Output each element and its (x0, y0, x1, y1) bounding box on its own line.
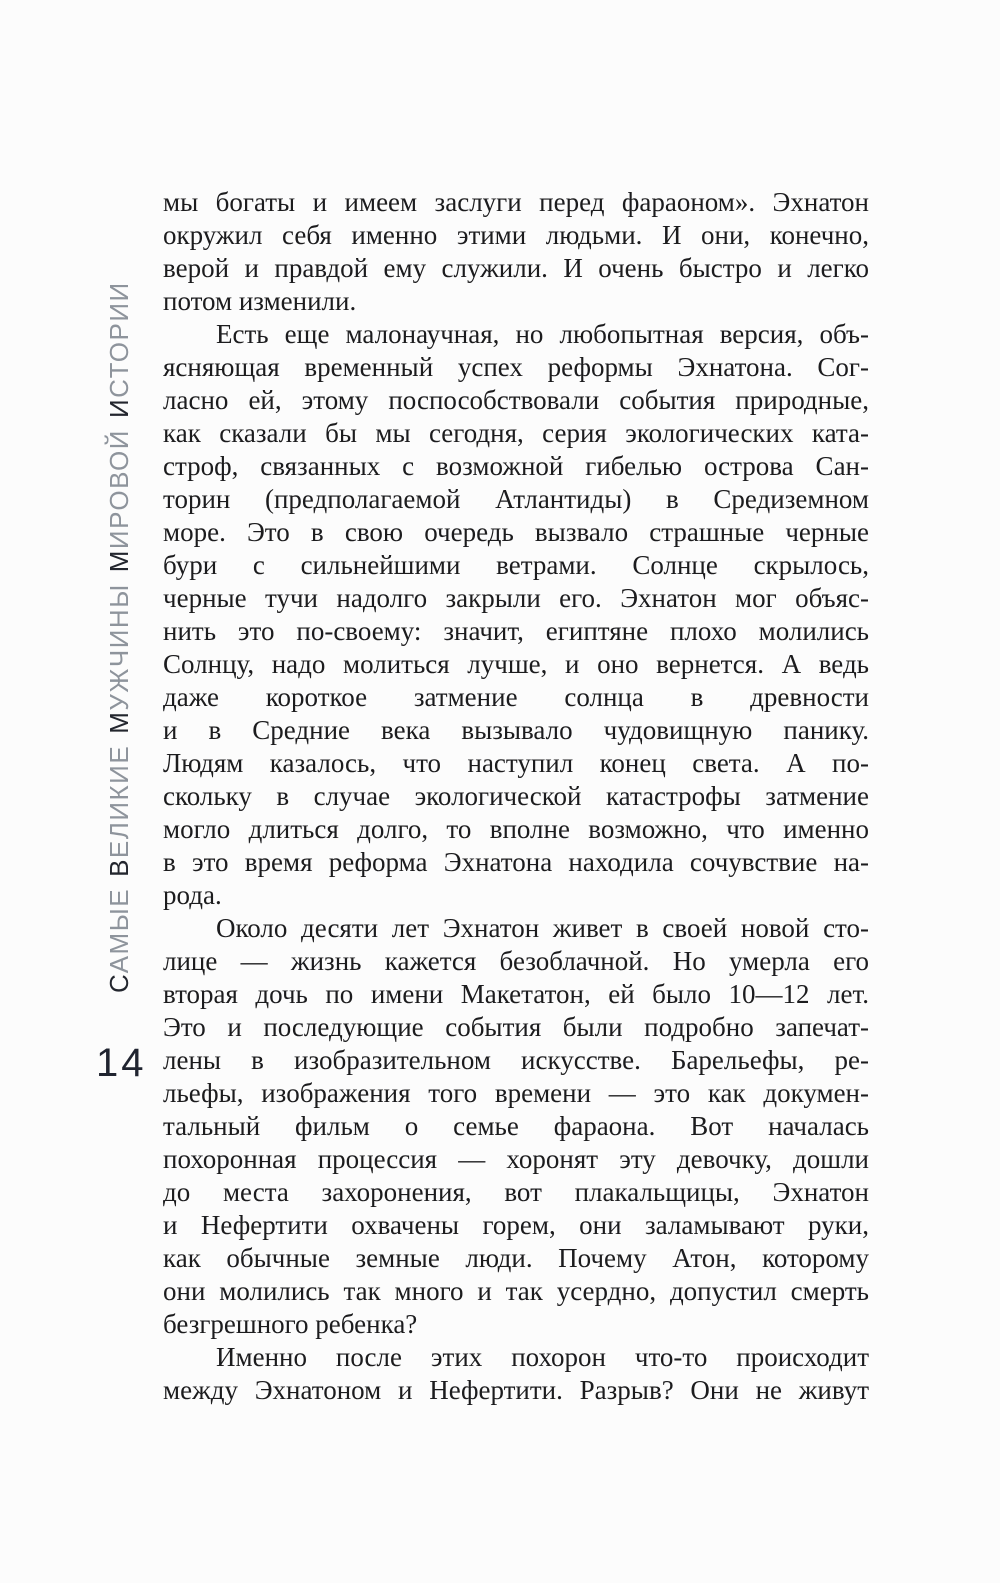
body-text (163, 186, 869, 1407)
series-title-word: МИРОВОЙ (104, 429, 134, 573)
text-line: Это и последующие события были подробно запечат- (163, 1012, 869, 1042)
text-line: скольку в случае экологической катастрофы затмение (163, 781, 869, 811)
text-line: даже короткое затмение солнца в древности (163, 682, 869, 712)
text-line: как обычные земные люди. Почему Атон, которому (163, 1243, 869, 1273)
series-title-word: САМЫЕ (104, 887, 134, 993)
text-line: и Нефертити охвачены горем, они заламывают руки, (163, 1210, 869, 1240)
text-line: между Эхнатоном и Нефертити. Разрыв? Они не живут (163, 1375, 869, 1405)
text-line: рода. (163, 880, 222, 910)
text-line: и в Средние века вызывало чудовищную панику. (163, 715, 869, 745)
text-line: как сказали бы мы сегодня, серия экологических ката- (163, 418, 869, 448)
series-title-vertical (98, 281, 140, 993)
page-number: 14 (96, 1041, 147, 1085)
text-line: Именно после этих похорон что-то происходит (216, 1342, 869, 1372)
text-line: могло длиться долго, то вполне возможно, что именно (163, 814, 869, 844)
text-line: торин (предполагаемой Атлантиды) в Средиземном (163, 484, 869, 514)
text-line: верой и правдой ему служили. И очень быстро и легко (163, 253, 869, 283)
text-line: ясняющая временный успех реформы Эхнатона. Сог- (163, 352, 869, 382)
text-line: Солнцу, надо молиться лучше, и оно вернется. А ведь (163, 649, 869, 679)
text-line: Есть еще малонаучная, но любопытная версия, объ- (216, 319, 869, 349)
text-line: строф, связанных с возможной гибелью острова Сан- (163, 451, 869, 481)
text-line: лице — жизнь кажется безоблачной. Но умерла его (163, 946, 869, 976)
text-line: мы богаты и имеем заслуги перед фараоном». Эхнатон (163, 187, 869, 217)
text-line: Около десяти лет Эхнатон живет в своей новой сто- (216, 913, 869, 943)
text-line: ласно ей, этому поспособствовали события природные, (163, 385, 869, 415)
text-line: лены в изобразительном искусстве. Барельефы, ре- (163, 1045, 869, 1075)
text-line: вторая дочь по имени Макетатон, ей было 10—12 лет. (163, 979, 869, 1009)
text-line: море. Это в свою очередь вызвало страшные черные (163, 517, 869, 547)
text-line: черные тучи надолго закрыли его. Эхнатон мог объяс- (163, 583, 869, 613)
text-line: похоронная процессия — хоронят эту девочку, дошли (163, 1144, 869, 1174)
text-line: потом изменили. (163, 286, 357, 316)
text-line: нить это по-своему: значит, египтяне плохо молились (163, 616, 869, 646)
series-title-word: ВЕЛИКИЕ (104, 744, 134, 877)
text-line: в это время реформа Эхнатона находила сочувствие на- (163, 847, 869, 877)
text-line: окружил себя именно этими людьми. И они, конечно, (163, 220, 869, 250)
series-title-word: МУЖЧИНЫ (104, 583, 134, 734)
text-line: они молились так много и так усердно, допустил смерть (163, 1276, 869, 1306)
text-line: до места захоронения, вот плакальщицы, Эхнатон (163, 1177, 869, 1207)
text-line: бури с сильнейшими ветрами. Солнце скрылось, (163, 550, 869, 580)
text-line: безгрешного ребенка? (163, 1309, 418, 1339)
series-title-word: ИСТОРИИ (104, 281, 134, 419)
text-line: Людям казалось, что наступил конец света. А по- (163, 748, 869, 778)
text-line: тальный фильм о семье фараона. Вот началась (163, 1111, 869, 1141)
text-line: льефы, изображения того времени — это как докумен- (163, 1078, 869, 1108)
